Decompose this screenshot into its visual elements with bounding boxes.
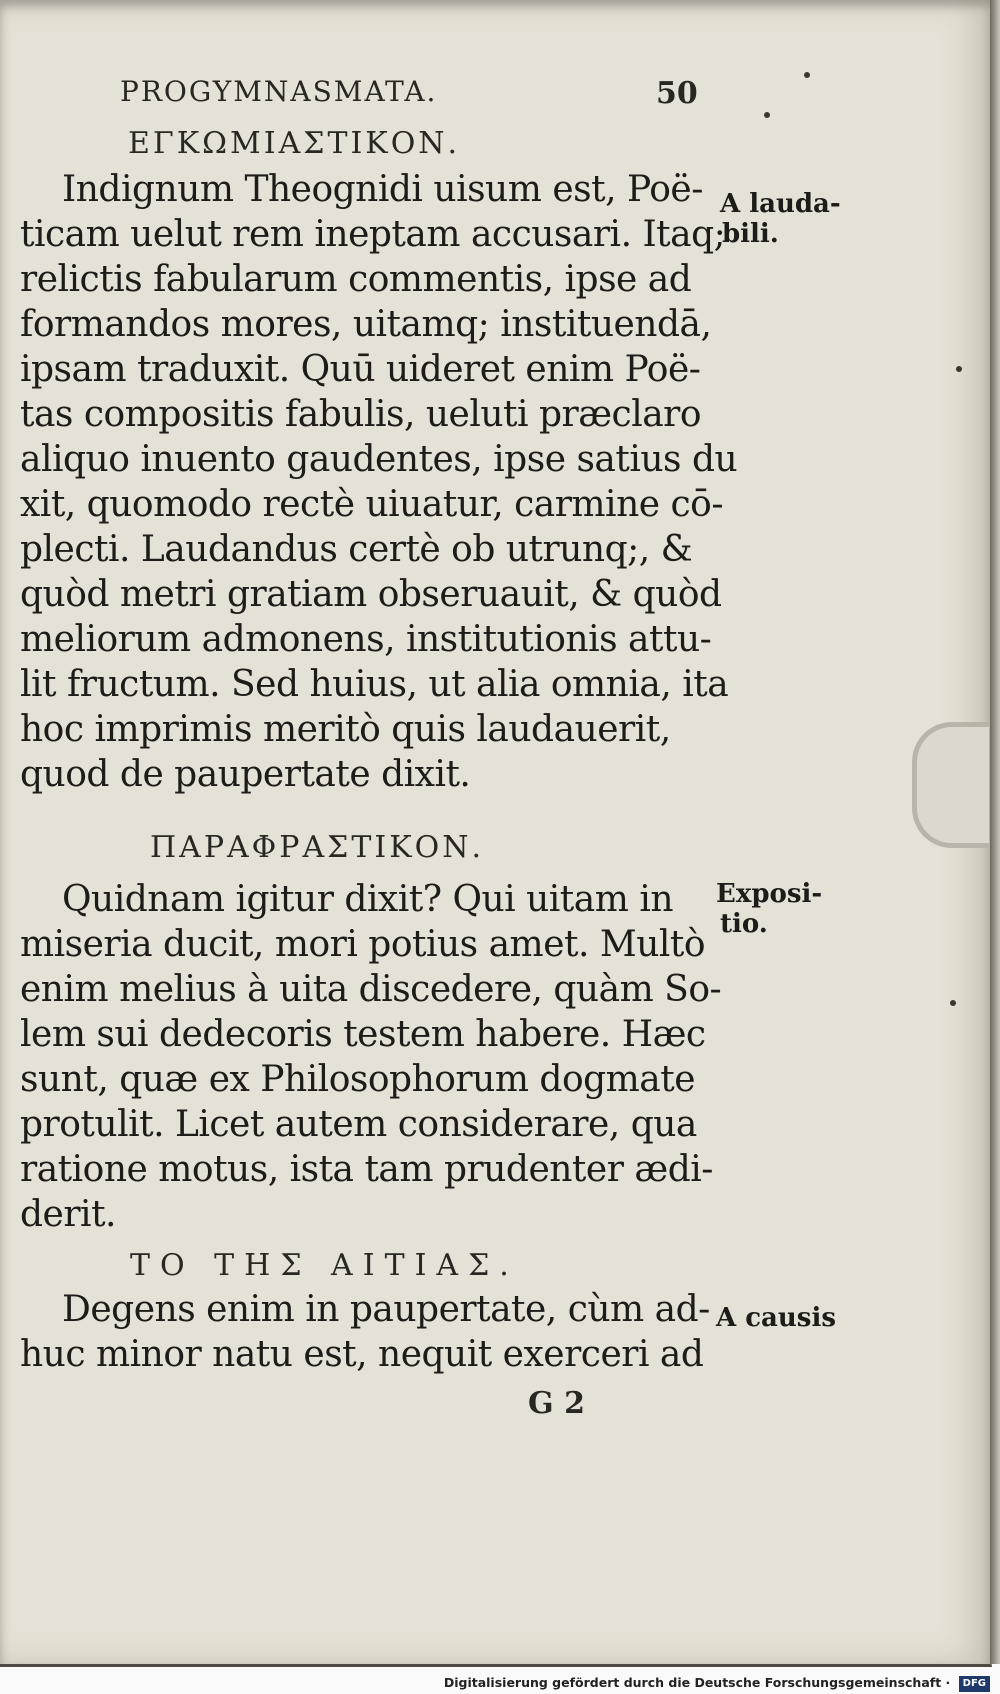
text-line: lit fructum. Sed huius, ut alia omnia, ita xyxy=(20,664,729,705)
text-line: enim melius à uita discedere, quàm So- xyxy=(20,969,722,1010)
text-line: miseria ducit, mori potius amet. Multò xyxy=(20,924,706,965)
text-line: aliquo inuento gaudentes, ipse satius du xyxy=(20,439,738,480)
text-line: derit. xyxy=(20,1194,116,1235)
text-line: hoc imprimis meritò quis laudauerit, xyxy=(20,709,671,750)
text-line: ipsam traduxit. Quū uideret enim Poë- xyxy=(20,349,701,390)
text-line: lem sui dedecoris testem habere. Hæc xyxy=(20,1014,706,1055)
ink-speck xyxy=(804,72,810,78)
text-line: Degens enim in paupertate, cùm ad- xyxy=(62,1289,710,1330)
text-line: relictis fabularum commentis, ipse ad xyxy=(20,259,692,300)
margin-note-line: bili. xyxy=(722,219,779,249)
page-edge xyxy=(990,0,1000,1664)
footer xyxy=(0,1672,1000,1694)
text-line: xit, quomodo rectè uiuatur, carmine cō- xyxy=(20,484,723,525)
dfg-logo: DFG xyxy=(959,1676,990,1692)
section-heading-paraphrase: ΠΑΡΑΦΡΑΣΤΙΚΟΝ. xyxy=(150,830,484,865)
text-line: formandos mores, uitamq; instituendā, xyxy=(20,304,712,345)
ink-speck xyxy=(950,1000,956,1006)
margin-note-line: A lauda- xyxy=(720,189,841,219)
text-line: Indignum Theognidi uisum est, Poë- xyxy=(62,169,703,210)
ink-speck xyxy=(956,366,962,372)
text-line: meliorum admonens, institutionis attu- xyxy=(20,619,712,660)
margin-note-line: A causis xyxy=(716,1303,836,1333)
running-head: PROGYMNASMATA. xyxy=(120,75,438,108)
text-line: Quidnam igitur dixit? Qui uitam in xyxy=(62,879,674,920)
text-line: quod de paupertate dixit. xyxy=(20,754,471,795)
text-line: ticam uelut rem ineptam accusari. Itaq; xyxy=(20,214,726,255)
page-number: 50 xyxy=(656,76,698,111)
page-clip xyxy=(912,722,989,848)
text-line: huc minor natu est, nequit exerceri ad xyxy=(20,1334,704,1375)
text-line: plecti. Laudandus certè ob utrunq;, & xyxy=(20,529,693,570)
text-line: tas compositis fabulis, ueluti præclaro xyxy=(20,394,702,435)
margin-note-line: tio. xyxy=(720,909,768,939)
signature-mark: G 2 xyxy=(528,1386,585,1421)
text-line: protulit. Licet autem considerare, qua xyxy=(20,1104,697,1145)
section-heading-encomium: ΕΓΚΩΜΙΑΣΤΙΚΟΝ. xyxy=(128,126,461,161)
text-line: ratione motus, ista tam prudenter ædi- xyxy=(20,1149,713,1190)
section-heading-causes: ΤΟ ΤΗΣ ΑΙΤΙΑΣ. xyxy=(130,1248,519,1283)
ink-speck xyxy=(764,112,770,118)
text-line: sunt, quæ ex Philosophorum dogmate xyxy=(20,1059,696,1100)
margin-note-line: Exposi- xyxy=(716,879,823,909)
text-line: quòd metri gratiam obseruauit, & quòd xyxy=(20,574,722,615)
footer-credit: Digitalisierung gefördert durch die Deutsche Forschungsgemeinschaft · xyxy=(443,1675,951,1690)
